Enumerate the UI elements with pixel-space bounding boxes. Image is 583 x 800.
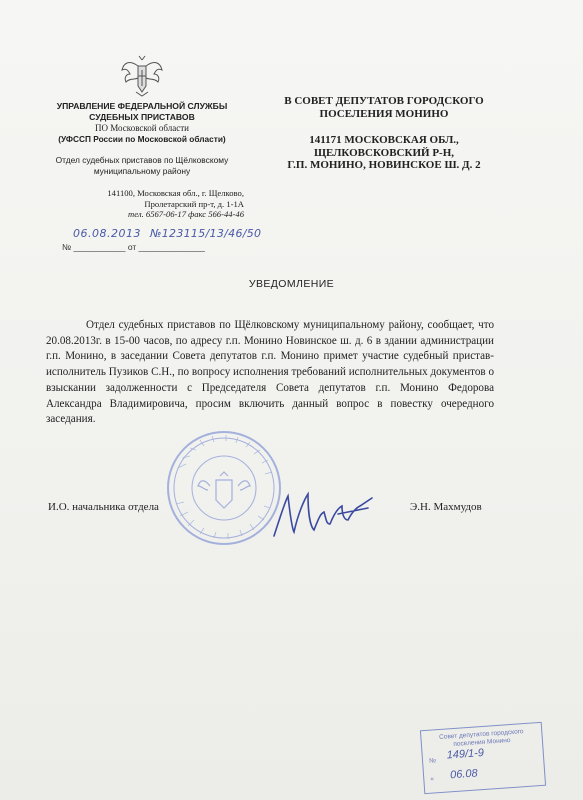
org-name-line2: СУДЕБНЫХ ПРИСТАВОВ <box>89 112 195 122</box>
recipient-header <box>270 95 498 172</box>
dept-name-line1: Отдел судебных приставов по Щёлковскому <box>55 155 229 165</box>
handwritten-outgoing-number: №123115/13/46/50 <box>150 227 262 240</box>
double-headed-eagle-emblem-icon <box>118 52 166 100</box>
sender-address-line1: 141100, Московская обл., г. Щелково, <box>107 188 244 198</box>
inbox-stamp-org: Совет депутатов городского поселения Монино <box>438 728 524 749</box>
inbox-stamp-date-label: « <box>430 775 435 783</box>
sender-address-line2: Пролетарский пр-т, д. 1-1А <box>144 198 244 209</box>
inbox-stamp-date: 06.08 <box>449 767 479 782</box>
org-name-line1: УПРАВЛЕНИЕ ФЕДЕРАЛЬНОЙ СЛУЖБЫ <box>56 101 228 111</box>
recipient-address-line3: Г.П. МОНИНО, НОВИНСКОЕ Ш. Д. 2 <box>287 159 481 171</box>
org-name-line3: ПО Московской области <box>95 123 189 133</box>
signatory-name: Э.Н. Махмудов <box>410 501 482 513</box>
signatory-position: И.О. начальника отдела <box>48 501 159 513</box>
sender-header <box>40 101 244 177</box>
incoming-registration-stamp <box>420 722 546 794</box>
recipient-line1: В СОВЕТ ДЕПУТАТОВ ГОРОДСКОГО <box>284 95 484 107</box>
sender-address <box>40 188 244 220</box>
recipient-address-line1: 141171 МОСКОВСКАЯ ОБЛ., <box>309 134 459 146</box>
document-title: УВЕДОМЛЕНИЕ <box>248 278 335 290</box>
dept-name-line2: муниципальному району <box>93 166 191 176</box>
handwritten-signature <box>268 484 378 544</box>
sender-phone-fax: тел. 6567-06-17 факс 566-44-46 <box>128 209 244 219</box>
handwritten-outgoing-date: 06.08.2013 <box>73 227 141 240</box>
recipient-line2: ПОСЕЛЕНИЯ МОНИНО <box>319 107 449 120</box>
registration-number-line: № ___________ от ______________ <box>62 242 205 252</box>
inbox-stamp-number: 149/1-9 <box>446 746 485 762</box>
recipient-address-line2: ЩЕЛКОВСКОВСКИЙ Р-Н, <box>313 146 455 159</box>
official-round-seal <box>164 428 284 548</box>
inbox-stamp-number-label: № <box>428 757 437 765</box>
document-body: Отдел судебных приставов по Щёлковскому муниципальному району, сообщает, что 20.08.2013г. в 15-00 часов, по адресу г.п. Монино Новинское ш. д. 6 в здании администрации г.п. Монино, в заседании Совета депутатов г.п. Монино примет участие судебный пристав-исполнитель Пузиков С.Н., по вопросу исполнения требований исполнительных документов о взыскании задолженности с Председателя Совета депутатов г.п. Монино Федорова Александра Владимировича, просим включить данный вопрос в повестку очередного заседания. <box>46 319 494 426</box>
org-name-line4: (УФССП России по Московской области) <box>58 134 226 144</box>
